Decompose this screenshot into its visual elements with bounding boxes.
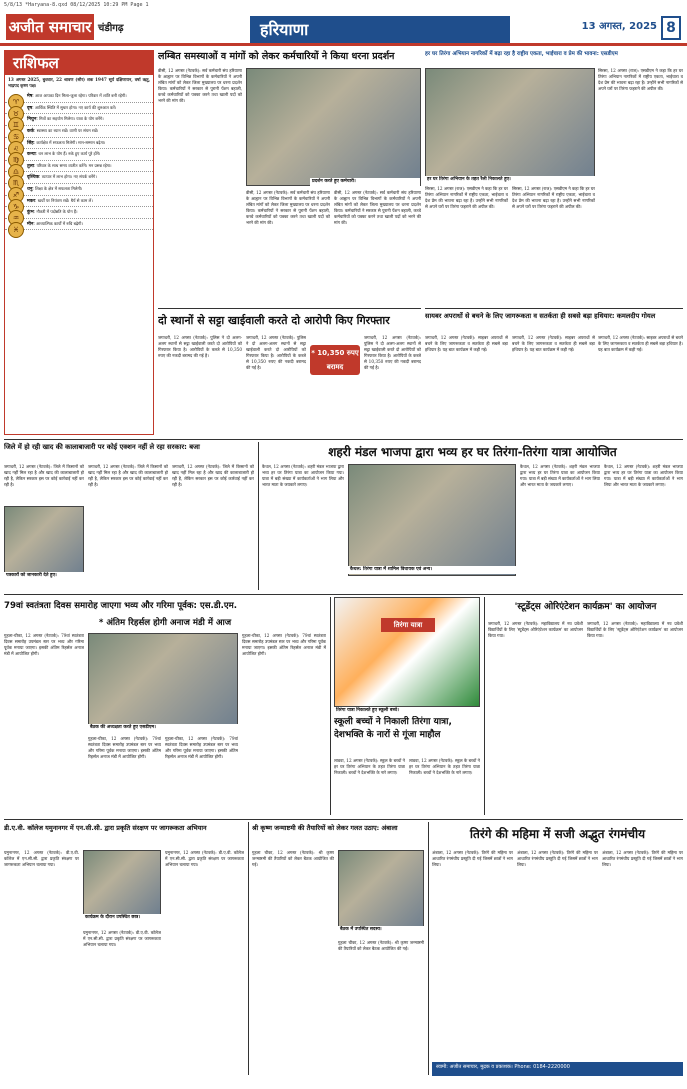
- story8-body-col2: लाडवा, 12 अगस्त (नेटवर्क): स्कूल के बच्चों ने हर घर तिरंगा अभियान के तहत तिरंगा यात्रा निकाली। बच्चों ने देशभक्ति के नारे लगाए।: [409, 758, 480, 776]
- rashi-name: सिंह: [27, 140, 34, 146]
- story7-body-col4: गुहला-चीका, 12 अगस्त (नेटवर्क): 79वां स्वतंत्रता दिवस समारोह उपमंडल स्तर पर भव्य और गरिमा पूर्वक मनाया जाएगा। इसकी अंतिम रिहर्सल अनाज मंडी में आयोजित होगी।: [242, 633, 326, 657]
- rashi-text: धन लाभ के योग हैं। रुके हुए कार्य पूरे होंगे।: [38, 151, 101, 157]
- rashi-name: कर्क: [27, 128, 35, 134]
- story10-headline: डी.ए.वी. कॉलेज यमुनानगर में एन.सी.सी. द्वारा प्रकृति संरक्षण पर जागरूकता अभियान: [4, 824, 207, 832]
- zodiac-sign-icon: ♉: [8, 106, 24, 122]
- story10-body-col2: यमुनानगर, 12 अगस्त (नेटवर्क): डी.ए.वी. कॉलेज में एन.सी.सी. द्वारा प्रकृति संरक्षण पर जागरूकता अभियान चलाया गया।: [83, 930, 161, 948]
- story3-headline: दो स्थानों से सट्टा खाईवाली करते दो आरोपी किए गिरफ्तार: [158, 314, 390, 327]
- rashi-name: तुला: [27, 163, 34, 169]
- rashifal-box: [4, 50, 154, 435]
- rashi-text: परिवार के साथ समय व्यतीत करेंगे। मन प्रसन्न रहेगा।: [36, 162, 112, 168]
- story7-body-col2: गुहला-चीका, 12 अगस्त (नेटवर्क): 79वां स्वतंत्रता दिवस समारोह उपमंडल स्तर पर भव्य और गरिमा पूर्वक मनाया जाएगा। इसकी अंतिम रिहर्सल अनाज मंडी में आयोजित होगी।: [88, 736, 161, 760]
- story9-headline: 'स्टूडेंट्स ओरिएंटेशन कार्यक्रम' का आयोजन: [514, 602, 657, 612]
- edition-city: चंडीगढ़: [98, 23, 124, 34]
- story8-caption: तिरंगा यात्रा निकालते हुए स्कूली बच्चे।: [334, 707, 480, 715]
- zodiac-sign-icon: ♒: [8, 210, 24, 226]
- story2-body-col-right: सिरसा, 12 अगस्त (राज): एसडीएम ने कहा कि हर घर तिरंगा अभियान नागरिकों में राष्ट्रीय एकता, भाईचारा व देश प्रेम की भावना बढ़ा रहा है। उन्होंने सभी नागरिकों से अपने घरों पर तिरंगा फहराने की अपील की।: [598, 68, 683, 92]
- story12-headline: तिरंगे की महिमा में सजी अद्भुत रंगमंचीय: [469, 827, 646, 841]
- story5-caption: पत्रकारों को जानकारी देते हुए।: [4, 572, 84, 580]
- rashi-text: नौकरी में पदोन्नति के योग हैं।: [36, 209, 78, 215]
- divider: [248, 822, 249, 1075]
- rashi-text: कार्यक्षेत्र में सफलता मिलेगी। मान-सम्मान बढ़ेगा।: [36, 139, 106, 145]
- story7-body-col3: गुहला-चीका, 12 अगस्त (नेटवर्क): 79वां स्वतंत्रता दिवस समारोह उपमंडल स्तर पर भव्य और गरिमा पूर्वक मनाया जाएगा। इसकी अंतिम रिहर्सल अनाज मंडी में आयोजित होगी।: [165, 736, 238, 760]
- protest-photo: [246, 68, 421, 186]
- story11-body-col2: गुहला चीका, 12 अगस्त (नेटवर्क): श्री कृष्ण जन्माष्टमी की तैयारियों को लेकर बैठक आयोजित की गई।: [338, 940, 424, 952]
- rashi-text: खर्चों पर नियंत्रण रखें। धैर्य से काम लें।: [37, 197, 93, 203]
- zodiac-sign-icon: ♋: [8, 129, 24, 145]
- story12-body-col3: अंबाला, 12 अगस्त (नेटवर्क): तिरंगे की महिमा पर आधारित रंगमंचीय प्रस्तुति दी गई जिसमें छात्रों ने भाग लिया।: [602, 850, 683, 868]
- rashi-item: ♏ वृश्चिक: व्यापार में लाभ होगा। नए संपर्क बनेंगे।: [5, 172, 153, 184]
- rashi-text: आध्यात्मिक कार्यों में रुचि बढ़ेगी।: [36, 220, 83, 226]
- meeting-photo: [88, 633, 238, 729]
- zodiac-sign-icon: ♎: [8, 164, 24, 180]
- rashi-item: ♒ कुंभ: नौकरी में पदोन्नति के योग हैं।: [5, 207, 153, 219]
- story1-body-col1: डीसी, 12 अगस्त (नेटवर्क): सर्व कर्मचारी संघ हरियाणा के आह्वान पर विभिन्न विभागों के कर्मचारियों ने अपनी लंबित मांगों को लेकर जिला मुख्यालय पर धरना प्रदर्शन किया। कर्मचारियों ने सरकार से पुरानी पेंशन बहाली, कच्चे कर्मचारियों को पक्का करने तथा खाली पदों को भरने की मांग की।: [158, 68, 242, 104]
- rashifal-list: [5, 91, 153, 234]
- story9-body-col1: जगाधरी, 12 अगस्त (नेटवर्क): महाविद्यालय में नव प्रवेशी विद्यार्थियों के लिए 'स्टूडेंट्स ओरिएंटेशन कार्यक्रम' का आयोजन किया गया।: [488, 621, 583, 639]
- meeting-group-photo: [338, 850, 424, 930]
- story1-body-col3: डीसी, 12 अगस्त (नेटवर्क): सर्व कर्मचारी संघ हरियाणा के आह्वान पर विभिन्न विभागों के कर्मचारियों ने अपनी लंबित मांगों को लेकर जिला मुख्यालय पर धरना प्रदर्शन किया। कर्मचारियों ने सरकार से पुरानी पेंशन बहाली, कच्चे कर्मचारियों को पक्का करने तथा खाली पदों को भरने की मांग की।: [334, 190, 421, 226]
- rashi-name: मेष: [27, 94, 33, 100]
- story5-headline: जिले में हो रही खाद की कालाबाजारी पर कोई एक्शन नहीं ले रहा सरकार: बजा: [4, 443, 200, 451]
- story12-body-col2: अंबाला, 12 अगस्त (नेटवर्क): तिरंगे की महिमा पर आधारित रंगमंचीय प्रस्तुति दी गई जिसमें छात्रों ने भाग लिया।: [517, 850, 598, 868]
- story10-body-col3: यमुनानगर, 12 अगस्त (नेटवर्क): डी.ए.वी. कॉलेज में एन.सी.सी. द्वारा प्रकृति संरक्षण पर जागरूकता अभियान चलाया गया।: [165, 850, 244, 868]
- rashi-name: कन्या: [27, 152, 36, 158]
- zodiac-sign-icon: ♓: [8, 222, 24, 238]
- rashi-name: मिथुन: [27, 117, 37, 123]
- rashi-name: वृष: [27, 105, 33, 111]
- rashi-item: ♎ तुला: परिवार के साथ समय व्यतीत करेंगे। मन प्रसन्न रहेगा।: [5, 161, 153, 173]
- story2-caption: हर घर तिरंगा अभियान के तहत रैली निकालते हुए।: [425, 176, 595, 184]
- ncc-event-photo: [83, 850, 161, 916]
- divider: [4, 819, 683, 820]
- zodiac-sign-icon: ♍: [8, 152, 24, 168]
- story7-caption: बैठक की अध्यक्षता करते हुए एसडीएम।: [88, 724, 238, 732]
- story2-headline: हर घर तिरंगा अभियान नागरिकों में बढ़ा रहा है राष्ट्रीय एकता, भाईचारा व प्रेम की भावना: एसडीएम: [425, 51, 618, 57]
- section-title: हरियाणा: [250, 16, 510, 44]
- issue-date: 13 अगस्त, 2025: [581, 21, 657, 32]
- story7-subhead: * अंतिम रिहर्सल होगी अनाज मंडी में आज: [98, 618, 232, 628]
- rashi-text: आर्थिक स्थिति में सुधार होगा। नए कार्य की शुरुआत करें।: [34, 104, 117, 110]
- story1-headline: लम्बित समस्याओं व मांगों को लेकर कर्मचारियों ने किया धरना प्रदर्शन: [158, 51, 395, 62]
- rashi-item: ♋ कर्क: स्वास्थ्य का ध्यान रखें। वाणी पर संयम रखें।: [5, 126, 153, 138]
- story6-body-col3: कैथल, 12 अगस्त (नेटवर्क): शहरी मंडल भाजपा द्वारा भव्य हर घर तिरंगा यात्रा का आयोजन किया गया। यात्रा में बड़ी संख्या में कार्यकर्ताओं ने भाग लिया और भारत माता के जयकारे लगाए।: [604, 464, 683, 488]
- story1-body-col2: डीसी, 12 अगस्त (नेटवर्क): सर्व कर्मचारी संघ हरियाणा के आह्वान पर विभिन्न विभागों के कर्मचारियों ने अपनी लंबित मांगों को लेकर जिला मुख्यालय पर धरना प्रदर्शन किया। कर्मचारियों ने सरकार से पुरानी पेंशन बहाली, कच्चे कर्मचारियों को पक्का करने तथा खाली पदों को भरने की मांग की।: [246, 190, 330, 226]
- story3-body-col3: जगाधरी, 12 अगस्त (नेटवर्क): पुलिस ने दो अलग-अलग स्थानों से सट्टा खाईवाली करते दो आरोपियों को गिरफ्तार किया है। आरोपियों के कब्जे से 10,350 रुपए की नकदी बरामद की गई है।: [364, 335, 421, 371]
- bjp-rally-photo: [348, 464, 516, 576]
- story10-body-col1: यमुनानगर, 12 अगस्त (नेटवर्क): डी.ए.वी. कॉलेज में एन.सी.सी. द्वारा प्रकृति संरक्षण पर जागरूकता अभियान चलाया गया।: [4, 850, 79, 868]
- rashi-text: मित्रों का सहयोग मिलेगा। यात्रा के योग बनेंगे।: [39, 116, 104, 122]
- story5-body-intro: जगाधरी, 12 अगस्त (नेटवर्क): जिले में किसानों को खाद नहीं मिल रहा है और खाद की कालाबाजारी हो रही है, लेकिन सरकार इस पर कोई कार्रवाई नहीं कर रही है।: [4, 464, 84, 488]
- seized-amount-box: * 10,350 रुपए बरामद: [310, 345, 360, 375]
- story6-body-col1: कैथल, 12 अगस्त (नेटवर्क): शहरी मंडल भाजपा द्वारा भव्य हर घर तिरंगा यात्रा का आयोजन किया गया। यात्रा में बड़ी संख्या में कार्यकर्ताओं ने भाग लिया और भारत माता के जयकारे लगाए।: [262, 464, 344, 488]
- school-rally-photo: [334, 597, 480, 707]
- story4-body-col3: जगाधरी, 12 अगस्त (नेटवर्क): साइबर अपराधों से बचने के लिए जागरूकता व सतर्कता ही सबसे बड़ा हथियार है। यह बात कार्यक्रम में कही गई।: [598, 335, 683, 353]
- divider: [330, 597, 331, 815]
- rashi-item: ♈ मेष: आज आपका दिन मिला-जुला रहेगा। परिवार में शांति बनी रहेगी।: [5, 91, 153, 103]
- speaker-photo: [4, 506, 84, 576]
- divider: [4, 439, 683, 440]
- story1-caption: प्रदर्शन करते हुए कर्मचारी।: [310, 178, 420, 186]
- rashi-text: शिक्षा के क्षेत्र में सफलता मिलेगी।: [35, 185, 83, 191]
- zodiac-sign-icon: ♑: [8, 199, 24, 215]
- story2-body-col1: सिरसा, 12 अगस्त (राज): एसडीएम ने कहा कि हर घर तिरंगा अभियान नागरिकों में राष्ट्रीय एकता, भाईचारा व देश प्रेम की भावना बढ़ा रहा है। उन्होंने सभी नागरिकों से अपने घरों पर तिरंगा फहराने की अपील की।: [425, 186, 508, 210]
- rashi-text: आज आपका दिन मिला-जुला रहेगा। परिवार में शांति बनी रहेगी।: [35, 93, 127, 99]
- rashi-item: ♉ वृष: आर्थिक स्थिति में सुधार होगा। नए कार्य की शुरुआत करें।: [5, 103, 153, 115]
- divider: [484, 597, 485, 815]
- story9-body-col2: जगाधरी, 12 अगस्त (नेटवर्क): महाविद्यालय में नव प्रवेशी विद्यार्थियों के लिए 'स्टूडेंट्स ओरिएंटेशन कार्यक्रम' का आयोजन किया गया।: [587, 621, 683, 639]
- story5-body-col3: जगाधरी, 12 अगस्त (नेटवर्क): जिले में किसानों को खाद नहीं मिल रहा है और खाद की कालाबाजारी हो रही है, लेकिन सरकार इस पर कोई कार्रवाई नहीं कर रही है।: [172, 464, 254, 488]
- footer-imprint-strip: स्वामी: अजीत समाचार, मुद्रक व प्रकाशक। Phone: 0184-2220000: [432, 1062, 683, 1076]
- rashi-item: ♑ मकर: खर्चों पर नियंत्रण रखें। धैर्य से काम लें।: [5, 196, 153, 208]
- story11-caption: बैठक में उपस्थित सदस्य।: [338, 926, 424, 934]
- zodiac-sign-icon: ♏: [8, 175, 24, 191]
- story7-body-col1: गुहला-चीका, 12 अगस्त (नेटवर्क): 79वां स्वतंत्रता दिवस समारोह उपमंडल स्तर पर भव्य और गरिमा पूर्वक मनाया जाएगा। इसकी अंतिम रिहर्सल अनाज मंडी में आयोजित होगी।: [4, 633, 84, 657]
- rashifal-intro: 13 अगस्त 2025, बुधवार, 22 श्रावण (सौर) शक 1947 सूर्य दक्षिणायन, वर्षा ऋतु, भाद्रपद कृष्ण पक्ष।: [8, 77, 150, 89]
- story3-body-col2: जगाधरी, 12 अगस्त (नेटवर्क): पुलिस ने दो अलग-अलग स्थानों से सट्टा खाईवाली करते दो आरोपियों को गिरफ्तार किया है। आरोपियों के कब्जे से 10,350 रुपए की नकदी बरामद की गई है।: [246, 335, 306, 371]
- rashi-text: स्वास्थ्य का ध्यान रखें। वाणी पर संयम रखें।: [36, 127, 99, 133]
- print-metadata: 5/8/13 *Haryana-8.qxd 08/12/2025 10:29 PM Page 1: [4, 2, 149, 8]
- story11-headline: श्री कृष्ण जन्माष्टमी की तैयारियों को लेकर गलत उठाए: अंबाला: [252, 824, 398, 832]
- page-number: 8: [661, 16, 681, 40]
- zodiac-sign-icon: ♈: [8, 94, 24, 110]
- story4-headline: सायबर अपराधों से बचने के लिए जागरूकता व सतर्कता ही सबसे बड़ा हथियार: कमलदीप गोयल: [425, 312, 656, 320]
- story3-body-col1: जगाधरी, 12 अगस्त (नेटवर्क): पुलिस ने दो अलग-अलग स्थानों से सट्टा खाईवाली करते दो आरोपियों को गिरफ्तार किया है। आरोपियों के कब्जे से 10,350 रुपए की नकदी बरामद की गई है।: [158, 335, 242, 359]
- story12-body-col1: अंबाला, 12 अगस्त (नेटवर्क): तिरंगे की महिमा पर आधारित रंगमंचीय प्रस्तुति दी गई जिसमें छात्रों ने भाग लिया।: [432, 850, 513, 868]
- newspaper-logo: अजीत समाचार: [6, 14, 94, 40]
- story10-caption: कार्यक्रम के दौरान उपस्थित छात्र।: [83, 914, 161, 922]
- story6-body-col2: कैथल, 12 अगस्त (नेटवर्क): शहरी मंडल भाजपा द्वारा भव्य हर घर तिरंगा यात्रा का आयोजन किया गया। यात्रा में बड़ी संख्या में कार्यकर्ताओं ने भाग लिया और भारत माता के जयकारे लगाए।: [520, 464, 600, 488]
- divider: [258, 442, 259, 590]
- divider: [158, 308, 421, 309]
- zodiac-sign-icon: ♌: [8, 141, 24, 157]
- rashi-name: वृश्चिक: [27, 175, 40, 181]
- story6-headline: शहरी मंडल भाजपा द्वारा भव्य हर घर तिरंगा-तिरंगा यात्रा आयोजित: [328, 445, 617, 459]
- story7-headline: 79वां स्वतंत्रता दिवस समारोह जाएगा भव्य और गरिमा पूर्वक: एस.डी.एम.: [4, 601, 238, 611]
- divider: [4, 594, 683, 595]
- story2-body-col2: सिरसा, 12 अगस्त (राज): एसडीएम ने कहा कि हर घर तिरंगा अभियान नागरिकों में राष्ट्रीय एकता, भाईचारा व देश प्रेम की भावना बढ़ा रहा है। उन्होंने सभी नागरिकों से अपने घरों पर तिरंगा फहराने की अपील की।: [512, 186, 595, 210]
- rashi-name: धनु: [27, 186, 33, 192]
- story4-body-col1: जगाधरी, 12 अगस्त (नेटवर्क): साइबर अपराधों से बचने के लिए जागरूकता व सतर्कता ही सबसे बड़ा हथियार है। यह बात कार्यक्रम में कही गई।: [425, 335, 508, 353]
- rashi-name: कुंभ: [27, 210, 34, 216]
- rashi-name: मकर: [27, 198, 36, 204]
- rashi-text: व्यापार में लाभ होगा। नए संपर्क बनेंगे।: [41, 174, 97, 180]
- rashi-item: ♍ कन्या: धन लाभ के योग हैं। रुके हुए कार्य पूरे होंगे।: [5, 149, 153, 161]
- rashi-item: ♐ धनु: शिक्षा के क्षेत्र में सफलता मिलेगी।: [5, 184, 153, 196]
- story5-body-col2: जगाधरी, 12 अगस्त (नेटवर्क): जिले में किसानों को खाद नहीं मिल रहा है और खाद की कालाबाजारी हो रही है, लेकिन सरकार इस पर कोई कार्रवाई नहीं कर रही है।: [88, 464, 168, 488]
- rashifal-title: राशिफल: [5, 51, 153, 75]
- masthead: [0, 10, 687, 46]
- tiranga-rally-photo: [425, 68, 595, 183]
- rashi-item: ♌ सिंह: कार्यक्षेत्र में सफलता मिलेगी। मान-सम्मान बढ़ेगा।: [5, 138, 153, 150]
- rashi-item: ♓ मीन: आध्यात्मिक कार्यों में रुचि बढ़ेगी।: [5, 219, 153, 231]
- story8-headline: स्कूली बच्चों ने निकाली तिरंगा यात्रा, देशभक्ति के नारों से गूंजा माहौल: [334, 717, 452, 740]
- story11-body-col1: गुहला चीका, 12 अगस्त (नेटवर्क): श्री कृष्ण जन्माष्टमी की तैयारियों को लेकर बैठक आयोजित की गई।: [252, 850, 334, 868]
- zodiac-sign-icon: ♐: [8, 187, 24, 203]
- divider: [428, 822, 429, 1075]
- story8-body-col1: लाडवा, 12 अगस्त (नेटवर्क): स्कूल के बच्चों ने हर घर तिरंगा अभियान के तहत तिरंगा यात्रा निकाली। बच्चों ने देशभक्ति के नारे लगाए।: [334, 758, 405, 776]
- rashi-item: ♊ मिथुन: मित्रों का सहयोग मिलेगा। यात्रा के योग बनेंगे।: [5, 114, 153, 126]
- story6-caption: कैथल: तिरंगा यात्रा में शामिल विधायक एवं अन्य।: [348, 566, 516, 574]
- zodiac-sign-icon: ♊: [8, 117, 24, 133]
- tiranga-banner: तिरंगा यात्रा: [381, 618, 435, 632]
- story4-body-col2: जगाधरी, 12 अगस्त (नेटवर्क): साइबर अपराधों से बचने के लिए जागरूकता व सतर्कता ही सबसे बड़ा हथियार है। यह बात कार्यक्रम में कही गई।: [512, 335, 595, 353]
- divider: [425, 308, 683, 309]
- rashi-name: मीन: [27, 221, 34, 227]
